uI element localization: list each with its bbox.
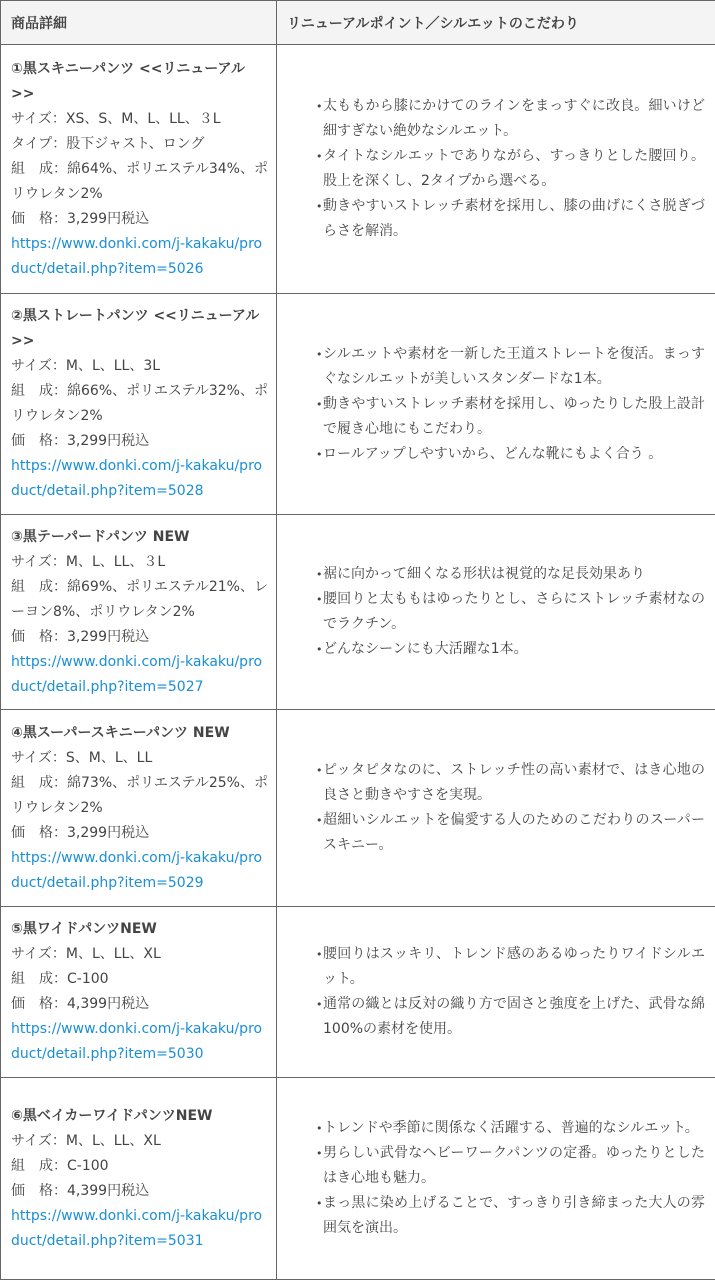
product-title: ④黒スーパースキニーパンツ NEW: [11, 721, 268, 746]
product-link[interactable]: https://www.donki.com/j-kakaku/product/detail.php?item=5026: [11, 232, 268, 282]
points-list: [323, 94, 705, 244]
point-item: • シルエットや素材を一新した王道ストレートを復活。まっすぐなシルエットが美しいスタンダードな1本。: [323, 342, 705, 392]
product-size: サイズ：M、L、LL、XL: [11, 942, 268, 967]
points-cell: [277, 710, 715, 907]
point-item: • 太ももから膝にかけてのラインをまっすぐに改良。細いけど細すぎない絶妙なシルエット。: [323, 94, 705, 144]
table-header-row: [1, 1, 715, 45]
product-title: ①黒スキニーパンツ <<リニューアル>>: [11, 57, 268, 107]
table-row: [1, 710, 715, 907]
points-cell: [277, 515, 715, 710]
point-item: • まっ黒に染め上げることで、すっきり引き締まった大人の雰囲気を演出。: [323, 1191, 705, 1241]
product-material: 組 成：C-100: [11, 967, 268, 992]
product-material: 組 成：綿64%、ポリエステル34%、ポリウレタン2%: [11, 157, 268, 207]
point-item: • 動きやすいストレッチ素材を採用し、膝の曲げにくさ脱ぎづらさを解消。: [323, 194, 705, 244]
product-material: 組 成：綿66%、ポリエステル32%、ポリウレタン2%: [11, 379, 268, 429]
points-list: [323, 342, 705, 467]
points-cell: [277, 907, 715, 1078]
product-size: サイズ：M、L、LL、3L: [11, 354, 268, 379]
point-item: • 動きやすいストレッチ素材を採用し、ゆったりした股上設計で履き心地にもこだわり。: [323, 392, 705, 442]
product-title: ⑤黒ワイドパンツNEW: [11, 917, 268, 942]
point-item: • ピッタピタなのに、ストレッチ性の高い素材で、はき心地の良さと動きやすさを実現。: [323, 758, 705, 808]
product-link[interactable]: https://www.donki.com/j-kakaku/product/detail.php?item=5030: [11, 1017, 268, 1067]
product-material: 組 成：綿73%、ポリエステル25%、ポリウレタン2%: [11, 771, 268, 821]
points-list: [323, 942, 705, 1042]
points-list: [323, 758, 705, 858]
product-title: ②黒ストレートパンツ <<リニューアル>>: [11, 304, 268, 354]
product-link[interactable]: https://www.donki.com/j-kakaku/product/detail.php?item=5027: [11, 650, 268, 700]
point-item: • 裾に向かって細くなる形状は視覚的な足長効果あり: [323, 562, 705, 587]
point-item: • ロールアップしやすいから、どんな靴にもよく合う 。: [323, 442, 705, 467]
product-size: サイズ：S、M、L、LL: [11, 746, 268, 771]
table-row: [1, 907, 715, 1078]
points-list: [323, 562, 705, 662]
product-price: 価 格：4,399円税込: [11, 992, 268, 1017]
point-item: • 通常の織とは反対の織り方で固さと強度を上げた、武骨な綿100%の素材を使用。: [323, 992, 705, 1042]
table-row: [1, 515, 715, 710]
product-price: 価 格：3,299円税込: [11, 429, 268, 454]
product-details-cell: [1, 710, 277, 907]
point-item: • 男らしい武骨なヘビーワークパンツの定番。ゆったりとしたはき心地も魅力。: [323, 1141, 705, 1191]
points-cell: [277, 294, 715, 515]
points-cell: [277, 45, 715, 294]
product-details-cell: [1, 907, 277, 1078]
point-item: • トレンドや季節に関係なく活躍する、普遍的なシルエット。: [323, 1116, 705, 1141]
product-link[interactable]: https://www.donki.com/j-kakaku/product/detail.php?item=5028: [11, 454, 268, 504]
point-item: • 超細いシルエットを偏愛する人のためのこだわりのスーパースキニー。: [323, 808, 705, 858]
table-row: [1, 1078, 715, 1280]
points-cell: [277, 1078, 715, 1280]
product-link[interactable]: https://www.donki.com/j-kakaku/product/detail.php?item=5029: [11, 846, 268, 896]
product-size: サイズ：XS、S、M、L、LL、３L: [11, 107, 268, 132]
header-product-details: 商品詳細: [1, 1, 277, 45]
product-details-cell: [1, 515, 277, 710]
product-link[interactable]: https://www.donki.com/j-kakaku/product/detail.php?item=5031: [11, 1204, 268, 1254]
table-row: [1, 45, 715, 294]
product-price: 価 格：3,299円税込: [11, 625, 268, 650]
product-size: サイズ：M、L、LL、XL: [11, 1129, 268, 1154]
point-item: • どんなシーンにも大活躍な1本。: [323, 637, 705, 662]
point-item: • タイトなシルエットでありながら、すっきりとした腰回り。股上を深くし、2タイプから選べる。: [323, 144, 705, 194]
points-list: [323, 1116, 705, 1241]
product-type: タイプ：股下ジャスト、ロング: [11, 132, 268, 157]
product-price: 価 格：3,299円税込: [11, 207, 268, 232]
product-price: 価 格：3,299円税込: [11, 821, 268, 846]
product-title: ⑥黒ベイカーワイドパンツNEW: [11, 1104, 268, 1129]
point-item: • 腰回りと太ももはゆったりとし、さらにストレッチ素材なのでラクチン。: [323, 587, 705, 637]
product-title: ③黒テーパードパンツ NEW: [11, 525, 268, 550]
table-row: [1, 294, 715, 515]
product-size: サイズ：M、L、LL、３L: [11, 550, 268, 575]
product-material: 組 成：C-100: [11, 1154, 268, 1179]
point-item: • 腰回りはスッキリ、トレンド感のあるゆったりワイドシルエット。: [323, 942, 705, 992]
header-renewal-points: リニューアルポイント／シルエットのこだわり: [277, 1, 715, 45]
product-price: 価 格：4,399円税込: [11, 1179, 268, 1204]
product-details-cell: [1, 1078, 277, 1280]
product-material: 組 成：綿69%、ポリエステル21%、レーヨン8%、ポリウレタン2%: [11, 575, 268, 625]
product-details-cell: [1, 294, 277, 515]
product-details-cell: [1, 45, 277, 294]
